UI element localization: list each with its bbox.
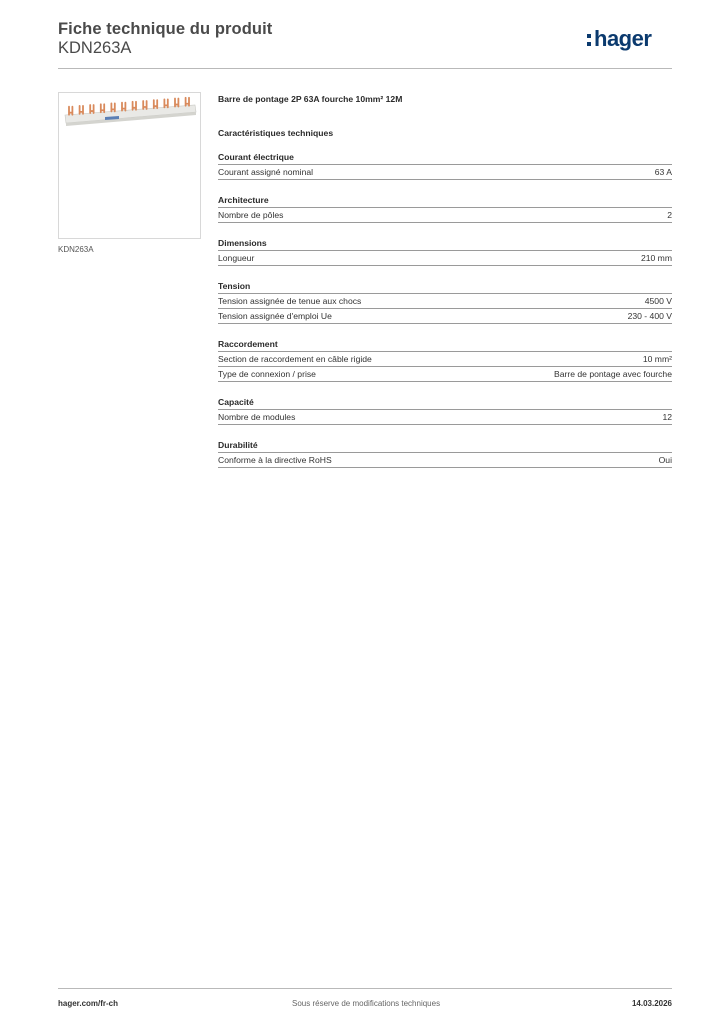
- spec-row: [218, 208, 672, 223]
- spec-label: Nombre de modules: [218, 412, 296, 422]
- spec-value: 210 mm: [640, 253, 672, 263]
- footer-divider: [58, 988, 672, 989]
- spec-value: 4500 V: [644, 296, 672, 306]
- fork-pin: [143, 101, 146, 109]
- product-image: [58, 92, 201, 239]
- spec-group-title: Raccordement: [218, 338, 672, 352]
- footer-date: 14.03.2026: [631, 999, 672, 1008]
- spec-label: Courant assigné nominal: [218, 167, 314, 177]
- fork-pin: [111, 103, 114, 111]
- spec-group-title: Architecture: [218, 194, 672, 208]
- spec-label: Tension assignée de tenue aux chocs: [218, 296, 362, 306]
- header-divider: [58, 68, 672, 69]
- spec-row: [218, 410, 672, 425]
- fork-pin: [133, 102, 136, 110]
- hager-logo[interactable]: hager: [594, 26, 652, 51]
- spec-group-durability: [218, 439, 672, 468]
- spec-value: 63 A: [654, 167, 672, 177]
- spec-value: Barre de pontage avec fourche: [553, 369, 672, 379]
- spec-label: Nombre de pôles: [218, 210, 284, 220]
- spec-row: [218, 367, 672, 382]
- fork-pin: [164, 99, 167, 107]
- spec-group-title: Capacité: [218, 396, 672, 410]
- busbar-icon: [59, 93, 202, 240]
- fork-pin: [175, 99, 178, 107]
- spec-group-title: Courant électrique: [218, 151, 672, 165]
- fork-pin: [186, 98, 189, 106]
- spec-label: Conforme à la directive RoHS: [218, 455, 332, 465]
- spec-value: 2: [667, 210, 672, 220]
- spec-row: [218, 165, 672, 180]
- fork-pin: [90, 105, 93, 113]
- fork-pin: [101, 104, 104, 112]
- page-title: Fiche technique du produit: [58, 20, 273, 38]
- logo-mark-icon: [587, 34, 592, 49]
- spec-value: 230 - 400 V: [627, 311, 672, 321]
- spec-group-dimensions: [218, 237, 672, 266]
- fork-pin: [69, 107, 72, 115]
- main-column: [218, 93, 672, 468]
- footer-website-link[interactable]: hager.com/fr-ch: [58, 999, 119, 1008]
- spec-label: Tension assignée d'emploi Ue: [218, 311, 332, 321]
- spec-group-title: Dimensions: [218, 237, 672, 251]
- fork-pin: [122, 103, 125, 111]
- spec-label: Type de connexion / prise: [218, 369, 316, 379]
- fork-pin: [80, 106, 83, 114]
- specs-section-title: Caractéristiques techniques: [218, 128, 334, 138]
- spec-row: [218, 251, 672, 266]
- product-description: Barre de pontage 2P 63A fourche 10mm² 12M: [218, 94, 403, 104]
- spec-group-title: Durabilité: [218, 439, 672, 453]
- spec-row: [218, 294, 672, 309]
- product-image-caption: KDN263A: [58, 245, 94, 254]
- spec-value: Oui: [658, 455, 672, 465]
- footer-disclaimer: Sous réserve de modifications techniques: [292, 999, 441, 1008]
- product-code: KDN263A: [58, 39, 132, 57]
- spec-group-connection: [218, 338, 672, 382]
- spec-row: [218, 453, 672, 468]
- spec-row: [218, 352, 672, 367]
- spec-group-architecture: [218, 194, 672, 223]
- spec-label: Longueur: [218, 253, 255, 263]
- spec-group-title: Tension: [218, 280, 672, 294]
- spec-value: 12: [662, 412, 672, 422]
- spec-label: Section de raccordement en câble rigide: [218, 354, 372, 364]
- spec-group-capacity: [218, 396, 672, 425]
- spec-value: 10 mm²: [642, 354, 672, 364]
- spec-group-voltage: [218, 280, 672, 324]
- fork-pin: [154, 100, 157, 108]
- spec-group-current: [218, 151, 672, 180]
- spec-row: [218, 309, 672, 324]
